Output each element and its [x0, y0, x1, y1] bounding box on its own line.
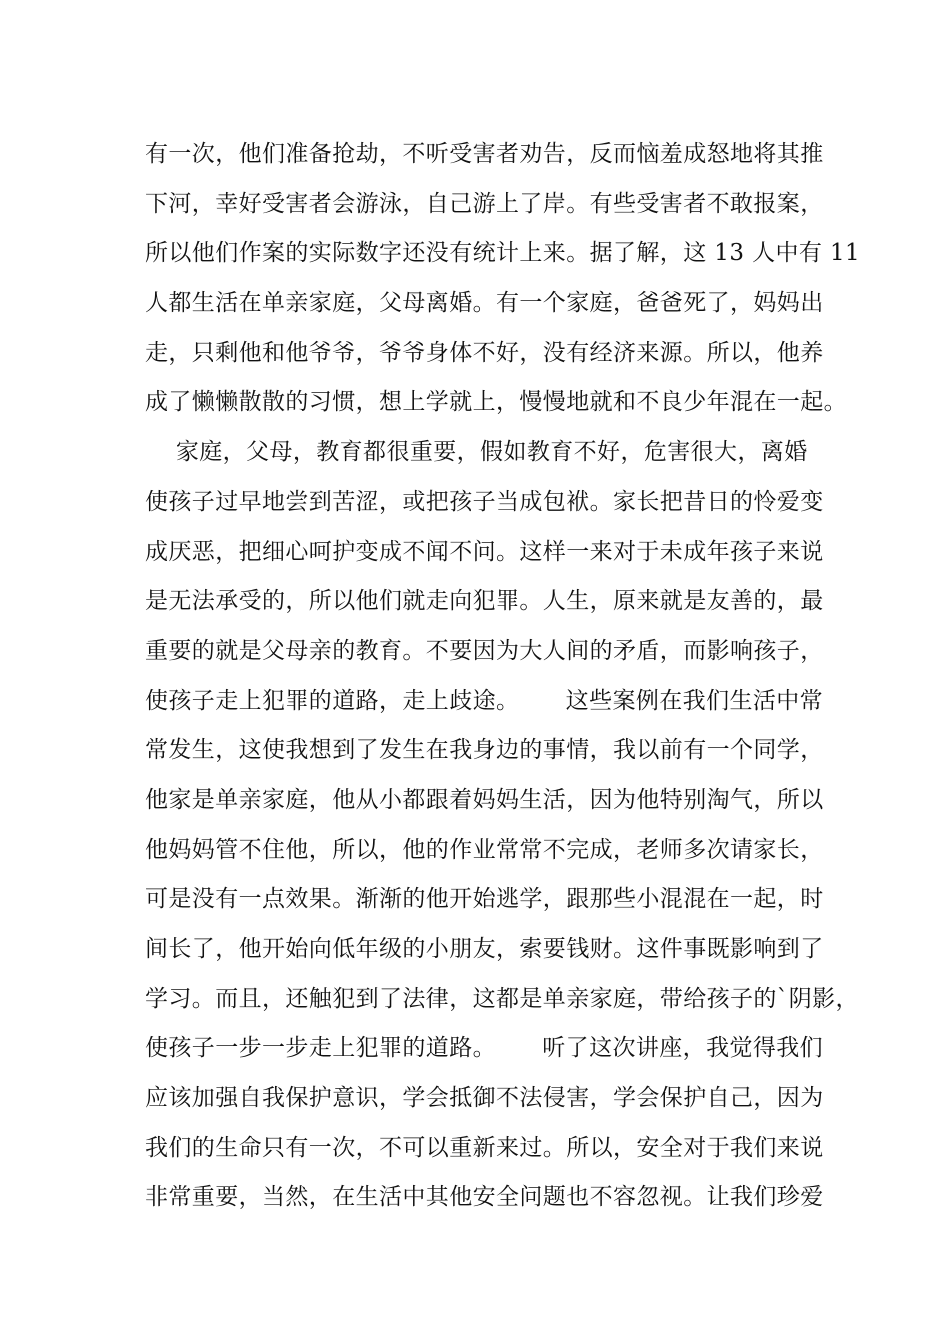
- body-text: [145, 130, 861, 1223]
- text-line: 使孩子过早地尝到苦涩，或把孩子当成包袱。家长把昔日的怜爱变: [145, 488, 824, 515]
- text-line: 走，只剩他和他爷爷，爷爷身体不好，没有经济来源。所以，他养: [145, 339, 824, 366]
- text-line: 非常重要，当然，在生活中其他安全问题也不容忽视。让我们珍爱: [145, 1184, 824, 1211]
- text-line: 间长了，他开始向低年级的小朋友，索要钱财。这件事既影响到了: [145, 936, 824, 962]
- text-line: 我们的生命只有一次，不可以重新来过。所以，安全对于我们来说: [145, 1134, 824, 1161]
- text-line: 学习。而且，还触犯到了法律，这都是单亲家庭，带给孩子的`阴影，: [145, 985, 859, 1012]
- text-line: 所以他们作案的实际数字还没有统计上来。据了解，这 13 人中有 11: [145, 240, 861, 267]
- text-line: 可是没有一点效果。渐渐的他开始逃学，跟那些小混混在一起，时: [145, 886, 824, 913]
- text-line: 下河，幸好受害者会游泳，自己游上了岸。有些受害者不敢报案，: [145, 190, 824, 217]
- text-line: 成厌恶，把细心呵护变成不闻不问。这样一来对于未成年孩子来说: [145, 538, 824, 565]
- text-line: 人都生活在单亲家庭，父母离婚。有一个家庭，爸爸死了，妈妈出: [145, 290, 824, 317]
- text-line: 使孩子走上犯罪的道路，走上歧途。 这些案例在我们生活中常: [145, 687, 824, 714]
- text-line: 是无法承受的，所以他们就走向犯罪。人生，原来就是友善的，最: [145, 588, 824, 615]
- text-line: 常发生，这使我想到了发生在我身边的事情，我以前有一个同学，: [145, 737, 824, 764]
- text-line: 成了懒懒散散的习惯，想上学就上，慢慢地就和不良少年混在一起。: [145, 389, 847, 416]
- text-line: 他家是单亲家庭，他从小都跟着妈妈生活，因为他特别淘气，所以: [145, 786, 824, 813]
- text-line: 他妈妈管不住他，所以，他的作业常常不完成，老师多次请家长，: [145, 836, 824, 863]
- text-line: 重要的就是父母亲的教育。不要因为大人间的矛盾，而影响孩子，: [145, 637, 824, 664]
- text-line: 家庭，父母，教育都很重要，假如教育不好，危害很大，离婚: [145, 439, 808, 466]
- text-line: 应该加强自我保护意识，学会抵御不法侵害，学会保护自己，因为: [145, 1085, 824, 1112]
- text-line: 有一次，他们准备抢劫，不听受害者劝告，反而恼羞成怒地将其推: [145, 141, 824, 167]
- text-line: 使孩子一步一步走上犯罪的道路。 听了这次讲座，我觉得我们: [145, 1035, 824, 1062]
